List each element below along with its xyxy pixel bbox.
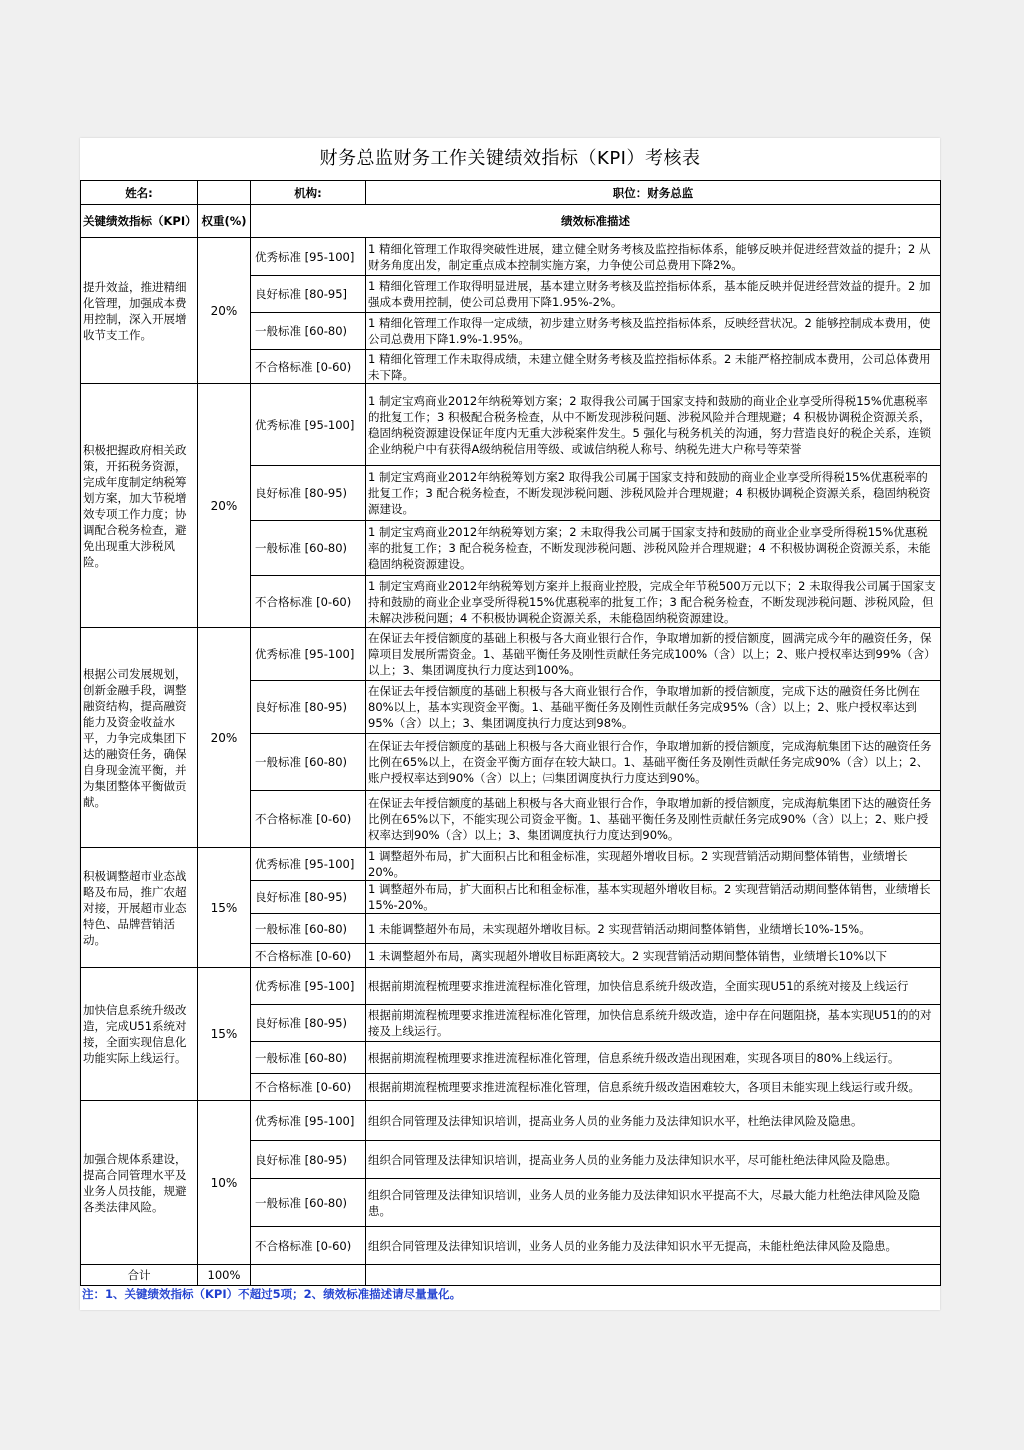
- level-label: 不合格标准 [0-60): [251, 791, 366, 848]
- level-description: 1 未调整超外布局，离实现超外增收目标距离较大。2 实现营销活动期间整体销售，业绩增长10%以下: [366, 944, 941, 968]
- level-description: 1 精细化管理工作取得突破性进展，建立健全财务考核及监控指标体系，能够反映并促进经营效益的提升；2 从财务角度出发，制定重点成本控制实施方案，力争使公司总费用下降2%。: [366, 238, 941, 276]
- level-label: 良好标准 [80-95): [251, 881, 366, 914]
- level-label: 一般标准 [60-80): [251, 521, 366, 576]
- org-label: 机构:: [251, 181, 366, 205]
- level-label: 一般标准 [60-80): [251, 1042, 366, 1074]
- kpi-weight: 15%: [198, 848, 251, 968]
- kpi-row: [81, 384, 941, 466]
- level-label: 优秀标准 [95-100]: [251, 384, 366, 466]
- total-label: 合计: [81, 1265, 198, 1286]
- level-label: 不合格标准 [0-60): [251, 576, 366, 628]
- header-weight: 权重(%): [198, 205, 251, 238]
- level-description: 根据前期流程梳理要求推进流程标准化管理，加快信息系统升级改造，途中存在问题阻挠，基本实现U51的的对接及上线运行。: [366, 1005, 941, 1042]
- level-label: 不合格标准 [0-60): [251, 1227, 366, 1265]
- level-label: 一般标准 [60-80): [251, 734, 366, 791]
- kpi-row: [81, 848, 941, 881]
- kpi-indicator: 根据公司发展规划，创新金融手段，调整融资结构，提高融资能力及资金收益水平，力争完成集团下达的融资任务，确保自身现金流平衡，并为集团整体平衡做贡献。: [81, 628, 198, 848]
- header-desc: 绩效标准描述: [251, 205, 941, 238]
- header-kpi: 关键绩效指标（KPI）: [81, 205, 198, 238]
- kpi-row: [81, 628, 941, 681]
- level-description: 组织合同管理及法律知识培训，业务人员的业务能力及法律知识水平无提高，未能杜绝法律风险及隐患。: [366, 1227, 941, 1265]
- level-label: 良好标准 [80-95): [251, 1005, 366, 1042]
- level-label: 良好标准 [80-95]: [251, 276, 366, 313]
- level-label: 一般标准 [60-80): [251, 914, 366, 944]
- kpi-weight: 20%: [198, 384, 251, 628]
- level-label: 良好标准 [80-95): [251, 466, 366, 521]
- name-value[interactable]: [198, 181, 251, 205]
- level-description: 在保证去年授信额度的基础上积极与各大商业银行合作，争取增加新的授信额度，圆满完成今年的融资任务，保障项目发展所需资金。1、基础平衡任务及刚性贡献任务完成100%（含）以上；2、账户授权率达到99%（含）以上；3、集团调度执行力度达到100%。: [366, 628, 941, 681]
- total-empty-1: [251, 1265, 366, 1286]
- header-row: [81, 205, 941, 238]
- level-label: 优秀标准 [95-100]: [251, 848, 366, 881]
- level-label: 不合格标准 [0-60): [251, 350, 366, 384]
- level-label: 良好标准 [80-95): [251, 681, 366, 734]
- level-label: 不合格标准 [0-60): [251, 944, 366, 968]
- kpi-sheet: [80, 138, 940, 1310]
- level-description: 1 精细化管理工作未取得成绩，未建立健全财务考核及监控指标体系。2 未能严格控制成本费用，公司总体费用未下降。: [366, 350, 941, 384]
- level-description: 1 制定宝鸡商业2012年纳税筹划方案；2 未取得我公司属于国家支持和鼓励的商业企业享受所得税15%优惠税率的批复工作；3 配合税务检查，不断发现涉税问题、涉税风险并合理规避；4 不积极协调税企资源关系，未能稳固纳税资源建设。: [366, 521, 941, 576]
- level-description: 组织合同管理及法律知识培训，提高业务人员的业务能力及法律知识水平，尽可能杜绝法律风险及隐患。: [366, 1141, 941, 1179]
- kpi-row: [81, 238, 941, 276]
- total-empty-2: [366, 1265, 941, 1286]
- info-row: [81, 181, 941, 205]
- level-description: 1 调整超外布局，扩大面积占比和租金标准，实现超外增收目标。2 实现营销活动期间整体销售，业绩增长20%。: [366, 848, 941, 881]
- position-label: 职位：财务总监: [366, 181, 941, 205]
- kpi-table: [80, 180, 941, 1286]
- total-weight: 100%: [198, 1265, 251, 1286]
- level-label: 优秀标准 [95-100]: [251, 968, 366, 1005]
- kpi-weight: 10%: [198, 1101, 251, 1265]
- level-label: 一般标准 [60-80): [251, 313, 366, 350]
- level-description: 1 未能调整超外布局，未实现超外增收目标。2 实现营销活动期间整体销售，业绩增长10%-15%。: [366, 914, 941, 944]
- level-label: 一般标准 [60-80): [251, 1179, 366, 1227]
- level-description: 1 制定宝鸡商业2012年纳税筹划方案2 取得我公司属于国家支持和鼓励的商业企业享受所得税15%优惠税率的批复工作；3 配合税务检查，不断发现涉税问题、涉税风险并合理规避；4 积极协调税企资源关系，稳固纳税资源建设。: [366, 466, 941, 521]
- kpi-weight: 20%: [198, 628, 251, 848]
- footnote: 注：1、关键绩效指标（KPI）不超过5项；2、绩效标准描述请尽量量化。: [82, 1287, 462, 1301]
- level-description: 1 调整超外布局，扩大面积占比和租金标准，基本实现超外增收目标。2 实现营销活动期间整体销售，业绩增长15%-20%。: [366, 881, 941, 914]
- kpi-indicator: 提升效益，推进精细化管理，加强成本费用控制，深入开展增收节支工作。: [81, 238, 198, 384]
- level-label: 优秀标准 [95-100]: [251, 1101, 366, 1141]
- level-label: 优秀标准 [95-100]: [251, 238, 366, 276]
- name-label: 姓名:: [81, 181, 198, 205]
- level-description: 组织合同管理及法律知识培训，提高业务人员的业务能力及法律知识水平，杜绝法律风险及隐患。: [366, 1101, 941, 1141]
- level-description: 1 精细化管理工作取得一定成绩，初步建立财务考核及监控指标体系，反映经营状况。2 能够控制成本费用，使公司总费用下降1.9%-1.95%。: [366, 313, 941, 350]
- level-description: 根据前期流程梳理要求推进流程标准化管理，加快信息系统升级改造，全面实现U51的系统对接及上线运行: [366, 968, 941, 1005]
- level-description: 在保证去年授信额度的基础上积极与各大商业银行合作，争取增加新的授信额度，完成下达的融资任务比例在80%以上，基本实现资金平衡。1、基础平衡任务及刚性贡献任务完成95%（含）以上；2、账户授权率达到95%（含）以上；3、集团调度执行力度达到98%。: [366, 681, 941, 734]
- level-description: 根据前期流程梳理要求推进流程标准化管理，信息系统升级改造困难较大，各项目未能实现上线运行或升级。: [366, 1074, 941, 1101]
- level-description: 1 制定宝鸡商业2012年纳税筹划方案；2 取得我公司属于国家支持和鼓励的商业企业享受所得税15%优惠税率的批复工作；3 积极配合税务检查，从中不断发现涉税问题、涉税风险并合理规避；4 积极协调税企资源关系，稳固纳税资源建设保证年度内无重大涉税案件发生。5 强化与税务机关的沟通，努力营造良好的税企关系，连锁企业纳税户中有获得A级纳税信用等级、或诚信纳税人称号、纳税先进大户称号等荣誉: [366, 384, 941, 466]
- total-row: [81, 1265, 941, 1286]
- kpi-indicator: 加快信息系统升级改造，完成U51系统对接，全面实现信息化功能实际上线运行。: [81, 968, 198, 1101]
- kpi-weight: 20%: [198, 238, 251, 384]
- level-description: 在保证去年授信额度的基础上积极与各大商业银行合作，争取增加新的授信额度，完成海航集团下达的融资任务比例在65%以下，不能实现公司资金平衡。1、基础平衡任务及刚性贡献任务完成90%（含）以上；2、账户授权率达到90%（含）以上；3、集团调度执行力度达到90%。: [366, 791, 941, 848]
- kpi-weight: 15%: [198, 968, 251, 1101]
- kpi-indicator: 积极调整超市业态战略及布局，推广农超对接，开展超市业态特色、品牌营销活动。: [81, 848, 198, 968]
- level-label: 优秀标准 [95-100]: [251, 628, 366, 681]
- kpi-row: [81, 1101, 941, 1141]
- kpi-indicator: 积极把握政府相关政策，开拓税务资源，完成年度制定纳税筹划方案，加大节税增效专项工作力度；协调配合税务检查，避免出现重大涉税风险。: [81, 384, 198, 628]
- kpi-row: [81, 968, 941, 1005]
- level-description: 根据前期流程梳理要求推进流程标准化管理，信息系统升级改造出现困难，实现各项目的80%上线运行。: [366, 1042, 941, 1074]
- level-label: 良好标准 [80-95): [251, 1141, 366, 1179]
- level-label: 不合格标准 [0-60): [251, 1074, 366, 1101]
- kpi-indicator: 加强合规体系建设，提高合同管理水平及业务人员技能，规避各类法律风险。: [81, 1101, 198, 1265]
- level-description: 1 精细化管理工作取得明显进展，基本建立财务考核及监控指标体系，基本能反映并促进经营效益的提升。2 加强成本费用控制，使公司总费用下降1.95%-2%。: [366, 276, 941, 313]
- level-description: 1 制定宝鸡商业2012年纳税筹划方案并上报商业控股，完成全年节税500万元以下；2 未取得我公司属于国家支持和鼓励的商业企业享受所得税15%优惠税率的批复工作；3 配合税务检查，不断发现涉税问题、涉税风险，但未解决涉税问题；4 不积极协调税企资源关系，未能稳固纳税资源建设。: [366, 576, 941, 628]
- level-description: 在保证去年授信额度的基础上积极与各大商业银行合作，争取增加新的授信额度，完成海航集团下达的融资任务比例在65%以上，在资金平衡方面存在较大缺口。1、基础平衡任务及刚性贡献任务完成90%（含）以上；2、账户授权率达到90%（含）以上；㈢集团调度执行力度达到90%。: [366, 734, 941, 791]
- page-title: 财务总监财务工作关键绩效指标（KPI）考核表: [319, 148, 701, 169]
- level-description: 组织合同管理及法律知识培训，业务人员的业务能力及法律知识水平提高不大，尽最大能力杜绝法律风险及隐患。: [366, 1179, 941, 1227]
